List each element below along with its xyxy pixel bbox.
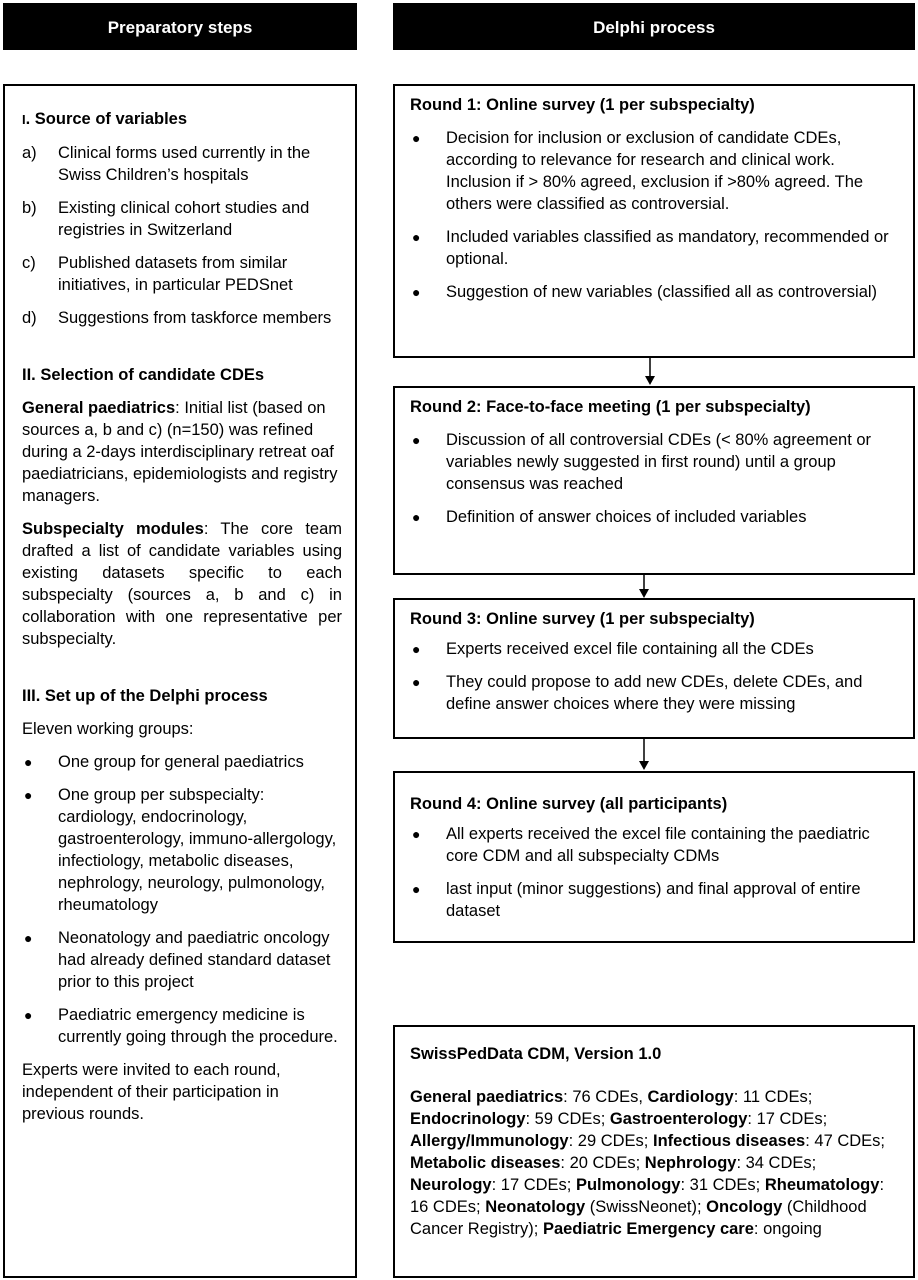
cdm-entry-count: : 59 CDEs; — [525, 1110, 610, 1128]
list-item: c) Published datasets from similar initiatives, in particular PEDSnet — [22, 254, 293, 294]
round-4-title: Round 4: Online survey (all participants) — [410, 795, 728, 813]
subspecialty-modules-paragraph: Subspecialty modules: The core team drafted a list of candidate variables using existing datasets specific to each subspecialty (sources a, b and c) in collaboration with one representative per subspecialty. — [22, 520, 342, 648]
bullet-icon: ● — [412, 229, 421, 245]
round-3-list — [410, 638, 900, 715]
list-item: ● One group per subspecialty: cardiology, endocrinology, gastroenterology, immuno-allergology, infectiology, metabolic diseases, nephrology, neurology, pulmonology, rheumatology — [24, 786, 337, 914]
cdm-entry-count: : 17 CDEs; — [747, 1110, 828, 1128]
bullet-icon: ● — [412, 826, 421, 842]
round-3-title: Round 3: Online survey (1 per subspecialty) — [410, 610, 755, 628]
round-1-list — [410, 127, 900, 303]
cdm-entry — [410, 1154, 645, 1172]
cdm-entry — [485, 1198, 706, 1216]
bullet-icon: ● — [24, 787, 33, 803]
list-item: ● Included variables classified as mandatory, recommended or optional. — [412, 228, 889, 268]
cdm-entry-count: : 16 CDEs; — [410, 1176, 885, 1216]
cdm-entry-name: Neonatology — [485, 1198, 586, 1216]
swisspeddata-cdm-box — [393, 1025, 915, 1278]
cdm-entry — [543, 1220, 822, 1238]
section-source-of-variables-title: I. Source of variables — [22, 110, 188, 128]
cdm-entry — [410, 1088, 648, 1106]
cdm-entry-name: Paediatric Emergency care — [542, 1220, 754, 1238]
bullet-icon: ● — [412, 130, 421, 146]
list-item: ● They could propose to add new CDEs, delete CDEs, and define answer choices where they were missing — [412, 673, 863, 713]
cdm-entry-count: : 29 CDEs; — [568, 1132, 653, 1150]
bullet-icon: ● — [412, 509, 421, 525]
cdm-entry-name: General paediatrics — [410, 1088, 564, 1106]
list-item: ● Experts received excel file containing all the CDEs — [412, 640, 814, 658]
cdm-entry-count: (Childhood Cancer Registry); — [410, 1198, 867, 1238]
cdm-entry-count: : 20 CDEs; — [560, 1154, 645, 1172]
header-left-label: Preparatory steps — [107, 18, 253, 37]
section-selection-title: II. Selection of candidate CDEs — [22, 366, 265, 384]
cdm-entry — [610, 1110, 827, 1128]
header-preparatory-steps — [3, 3, 357, 50]
round-2-list — [410, 429, 900, 528]
cdm-entry-name: Oncology — [706, 1198, 783, 1216]
cdm-entries — [410, 1086, 902, 1240]
cdm-entry — [653, 1132, 885, 1150]
list-item: d) Suggestions from taskforce members — [22, 309, 332, 327]
header-right-label: Delphi process — [593, 18, 715, 37]
cdm-entry-name: Pulmonology — [575, 1176, 681, 1194]
cdm-entry — [645, 1154, 816, 1172]
bullet-icon: ● — [412, 674, 421, 690]
cdm-entry-count: (SwissNeonet); — [585, 1198, 707, 1216]
list-item: ● Discussion of all controversial CDEs (< 80% agreement or variables newly suggested in first round) until a group consensus was reached — [412, 431, 872, 493]
cdm-entry — [410, 1132, 653, 1150]
list-item: ● last input (minor suggestions) and final approval of entire dataset — [412, 880, 861, 920]
round-2-box — [393, 386, 915, 575]
arrow-down-icon — [637, 739, 651, 771]
list-item: ● Definition of answer choices of included variables — [412, 508, 807, 526]
cdm-entry — [410, 1176, 576, 1194]
cdm-entry-count: : ongoing — [753, 1220, 822, 1238]
list-item: b) Existing clinical cohort studies and registries in Switzerland — [22, 199, 310, 239]
round-4-list — [410, 823, 900, 922]
cdm-entry — [576, 1176, 765, 1194]
preparatory-steps-panel — [3, 84, 357, 1278]
cdm-entry-name: Rheumatology — [764, 1176, 880, 1194]
working-groups-list — [22, 751, 342, 1048]
list-item: ● One group for general paediatrics — [24, 753, 304, 771]
experts-invited-note: Experts were invited to each round, independent of their participation in previous rounds. — [22, 1061, 281, 1123]
working-groups-intro: Eleven working groups: — [22, 720, 194, 738]
list-item: ● All experts received the excel file containing the paediatric core CDM and all subspecialty CDMs — [412, 825, 870, 865]
list-item: ● Decision for inclusion or exclusion of candidate CDEs, according to relevance for research and clinical work. Inclusion if > 80% agreed, exclusion if >80% agreed. The others were classified as controversial. — [412, 129, 864, 213]
cdm-entry-name: Endocrinology — [410, 1110, 526, 1128]
round-2-title: Round 2: Face-to-face meeting (1 per subspecialty) — [410, 398, 811, 416]
bullet-icon: ● — [412, 432, 421, 448]
list-item: ● Paediatric emergency medicine is currently going through the procedure. — [24, 1006, 338, 1046]
bullet-icon: ● — [24, 1007, 33, 1023]
cdm-entry-name: Metabolic diseases — [410, 1154, 561, 1172]
section-delphi-setup-title: III. Set up of the Delphi process — [22, 687, 268, 705]
list-item: ● Neonatology and paediatric oncology had already defined standard dataset prior to this project — [24, 929, 331, 991]
arrow-down-icon — [637, 575, 651, 599]
bullet-icon: ● — [412, 881, 421, 897]
cdm-entry-name: Cardiology — [647, 1088, 734, 1106]
cdm-entry-name: Gastroenterology — [609, 1110, 748, 1128]
bullet-icon: ● — [412, 284, 421, 300]
cdm-entry-count: : 76 CDEs, — [563, 1088, 648, 1106]
cdm-entry-count: : 34 CDEs; — [736, 1154, 817, 1172]
cdm-entry — [410, 1110, 610, 1128]
list-item: ● Suggestion of new variables (classified all as controversial) — [412, 283, 878, 301]
cdm-entry-name: Allergy/Immunology — [410, 1132, 569, 1150]
source-list — [22, 142, 342, 329]
round-1-title: Round 1: Online survey (1 per subspecialty) — [410, 96, 755, 114]
round-1-box — [393, 84, 915, 358]
header-delphi-process — [393, 3, 915, 50]
cdm-title: SwissPedData CDM, Version 1.0 — [410, 1045, 662, 1063]
cdm-entry — [648, 1088, 813, 1106]
cdm-entry-count: : 31 CDEs; — [680, 1176, 765, 1194]
bullet-icon: ● — [24, 930, 33, 946]
list-item: a) Clinical forms used currently in the Swiss Children’s hospitals — [22, 144, 311, 184]
cdm-entry-count: : 11 CDEs; — [733, 1088, 813, 1106]
round-3-box — [393, 598, 915, 739]
general-paediatrics-paragraph: General paediatrics: Initial list (based on sources a, b and c) (n=150) was refined during a 2-days interdisciplinary retreat oaf paediatricians, epidemiologists and registry managers. — [22, 399, 338, 505]
arrow-down-icon — [643, 358, 657, 386]
bullet-icon: ● — [24, 754, 33, 770]
cdm-entry-count: : 17 CDEs; — [491, 1176, 576, 1194]
cdm-entry-name: Nephrology — [644, 1154, 737, 1172]
cdm-entry-count: : 47 CDEs; — [805, 1132, 885, 1150]
cdm-entry-name: Infectious diseases — [652, 1132, 806, 1150]
round-4-box — [393, 771, 915, 943]
cdm-entry-name: Neurology — [410, 1176, 492, 1194]
bullet-icon: ● — [412, 641, 421, 657]
